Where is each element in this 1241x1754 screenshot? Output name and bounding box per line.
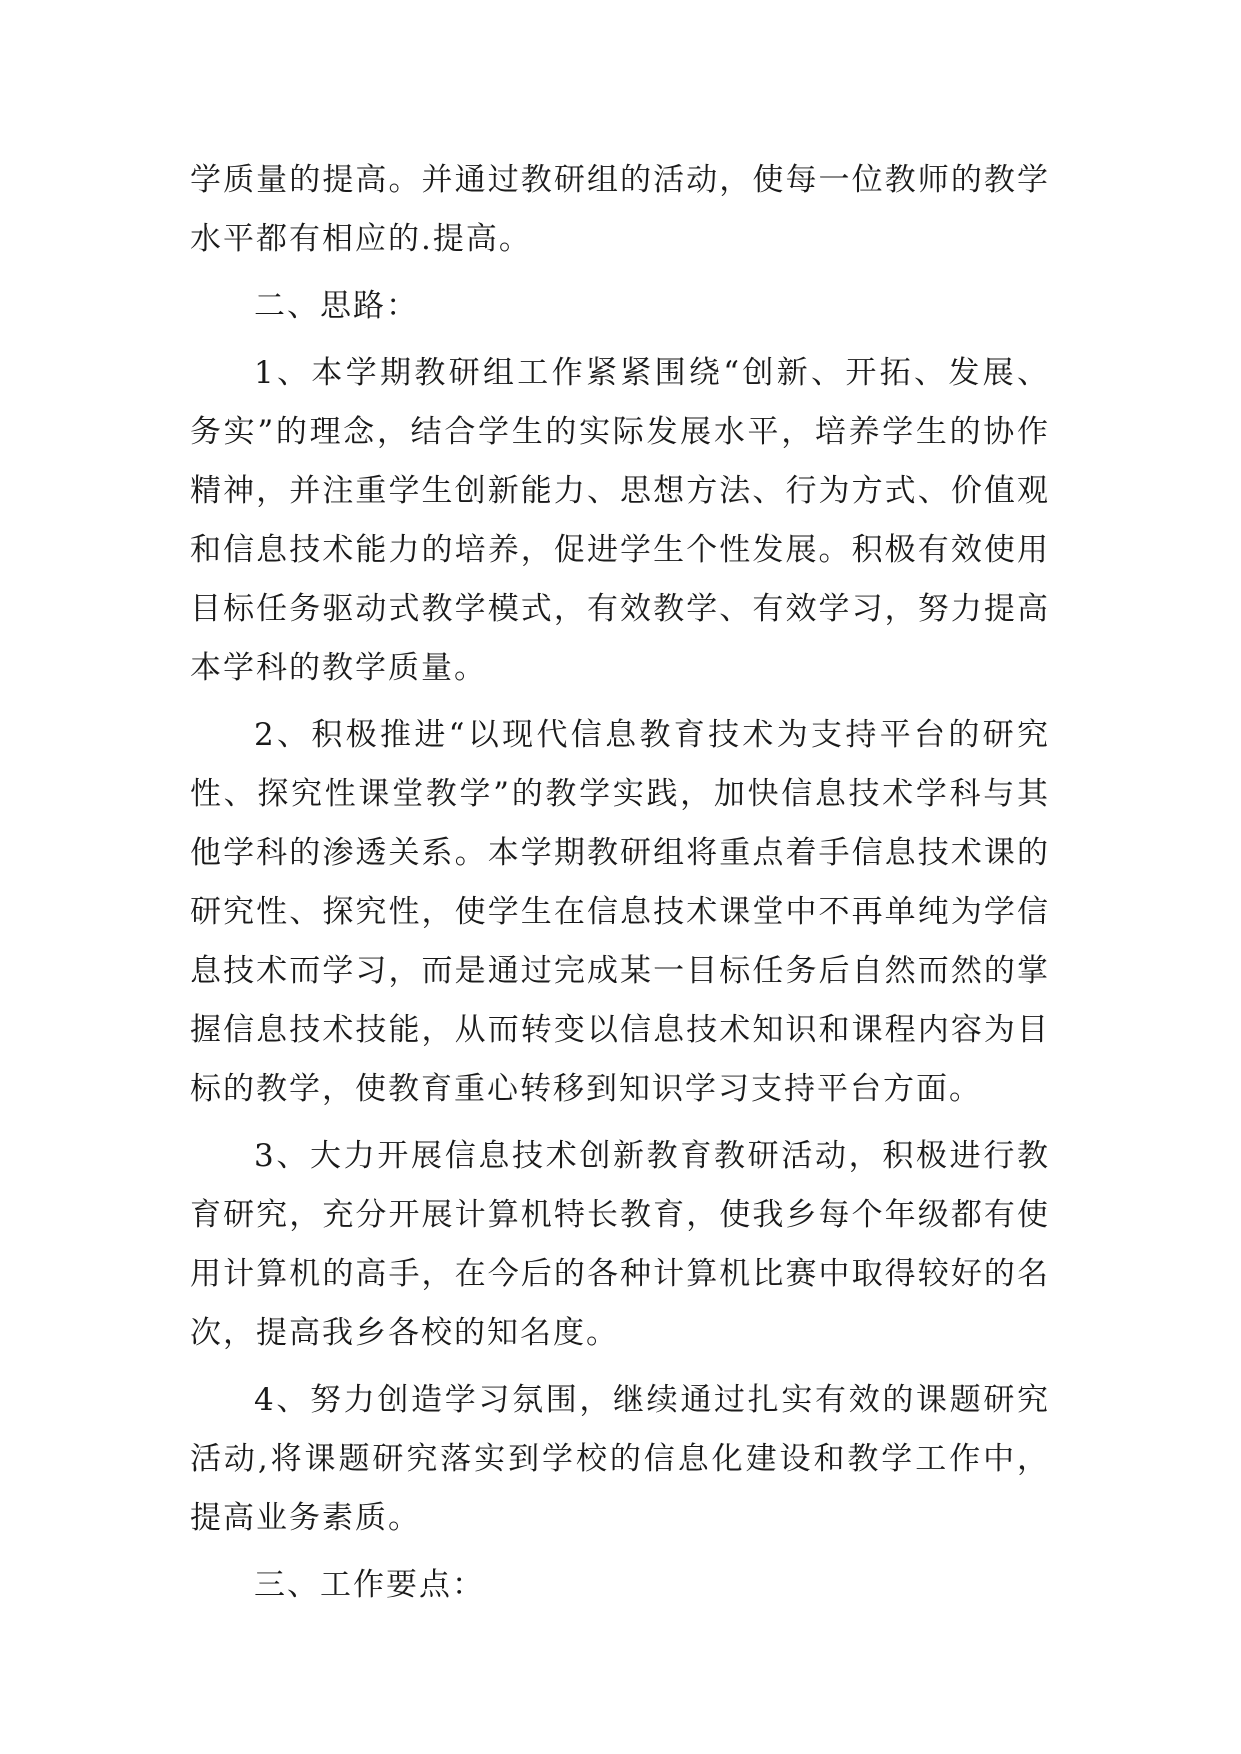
intro-line-1: 学质量的提高。并通过教研组的活动，使每一位教师的教学: [190, 162, 1050, 198]
p4-line-3: 提高业务素质。: [190, 1500, 421, 1536]
p2-line-6: 握信息技术技能，从而转变以信息技术知识和课程内容为目: [190, 1012, 1050, 1048]
document-body: [190, 151, 1050, 1615]
p2-line-7: 标的教学，使教育重心转移到知识学习支持平台方面。: [190, 1071, 982, 1107]
p1-line-6: 本学科的教学质量。: [190, 650, 487, 686]
p1-line-3: 精神，并注重学生创新能力、思想方法、行为方式、价值观: [190, 473, 1050, 509]
p4-line-1: 4、努力创造学习氛围，继续通过扎实有效的课题研究: [254, 1382, 1050, 1418]
section-heading-2: 二、思路：: [254, 288, 419, 324]
p2-line-5: 息技术而学习，而是通过完成某一目标任务后自然而然的掌: [190, 953, 1050, 989]
p3-line-2: 育研究，充分开展计算机特长教育，使我乡每个年级都有使: [190, 1197, 1050, 1233]
p1-line-1: 1、本学期教研组工作紧紧围绕“创新、开拓、发展、: [254, 355, 1050, 391]
p3-line-3: 用计算机的高手，在今后的各种计算机比赛中取得较好的名: [190, 1256, 1050, 1292]
p1-line-2: 务实”的理念，结合学生的实际发展水平，培养学生的协作: [190, 414, 1050, 450]
p2-line-4: 研究性、探究性，使学生在信息技术课堂中不再单纯为学信: [190, 894, 1050, 930]
p2-line-1: 2、积极推进“以现代信息教育技术为支持平台的研究: [254, 717, 1050, 753]
p1-line-4: 和信息技术能力的培养，促进学生个性发展。积极有效使用: [190, 532, 1050, 568]
section-heading-3: 三、工作要点：: [254, 1567, 485, 1603]
p2-line-2: 性、探究性课堂教学”的教学实践，加快信息技术学科与其: [190, 776, 1050, 812]
p3-line-1: 3、大力开展信息技术创新教育教研活动，积极进行教: [254, 1138, 1050, 1174]
p3-line-4: 次，提高我乡各校的知名度。: [190, 1315, 619, 1351]
p4-line-2: 活动,将课题研究落实到学校的信息化建设和教学工作中，: [190, 1441, 1050, 1477]
p2-line-3: 他学科的渗透关系。本学期教研组将重点着手信息技术课的: [190, 835, 1050, 871]
p1-line-5: 目标任务驱动式教学模式，有效教学、有效学习，努力提高: [190, 591, 1050, 627]
intro-line-2: 水平都有相应的.提高。: [190, 221, 532, 257]
